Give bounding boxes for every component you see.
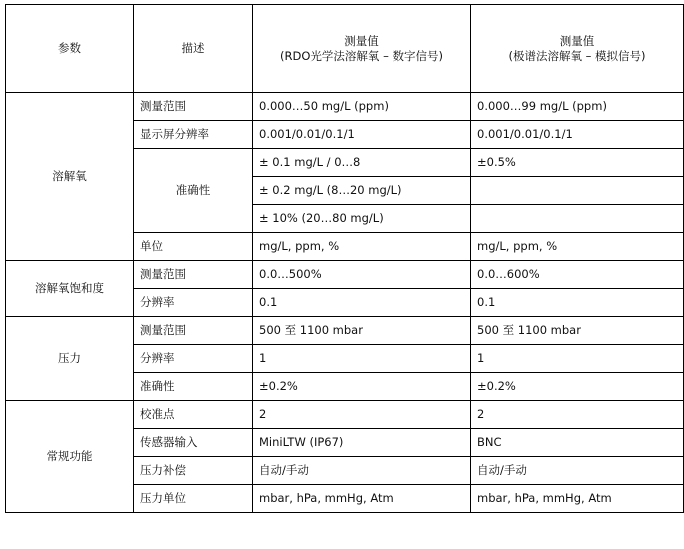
- value-polarographic: 0.001/0.01/0.1/1: [471, 121, 684, 149]
- header-pol-subtitle: (极谱法溶解氧 – 模拟信号): [508, 48, 646, 63]
- value-polarographic: 2: [471, 401, 684, 429]
- value-rdo: 0.000…50 mg/L (ppm): [253, 93, 471, 121]
- value-rdo: mbar, hPa, mmHg, Atm: [253, 485, 471, 513]
- value-polarographic: mbar, hPa, mmHg, Atm: [471, 485, 684, 513]
- value-polarographic: 自动/手动: [471, 457, 684, 485]
- value-polarographic: BNC: [471, 429, 684, 457]
- header-rdo-title: 测量值: [344, 33, 379, 48]
- group-general: 常规功能: [6, 401, 134, 513]
- header-desc: 描述: [134, 5, 253, 93]
- row-label: 压力补偿: [134, 457, 253, 485]
- table-row: [6, 401, 684, 429]
- value-rdo: 0.1: [253, 289, 471, 317]
- value-rdo: 自动/手动: [253, 457, 471, 485]
- value-polarographic: mg/L, ppm, %: [471, 233, 684, 261]
- row-label: 测量范围: [134, 93, 253, 121]
- value-rdo: 2: [253, 401, 471, 429]
- row-label: 准确性: [134, 373, 253, 401]
- value-rdo: 500 至 1100 mbar: [253, 317, 471, 345]
- header-pol-title: 测量值: [559, 33, 595, 48]
- group-pressure: 压力: [6, 317, 134, 401]
- value-polarographic: ±0.2%: [471, 373, 684, 401]
- spec-table: [5, 4, 684, 513]
- table-row: [6, 317, 684, 345]
- value-rdo: ±0.2%: [253, 373, 471, 401]
- value-polarographic: 0.1: [471, 289, 684, 317]
- value-rdo: 0.001/0.01/0.1/1: [253, 121, 471, 149]
- header-polarographic: [471, 5, 684, 93]
- header-param: 参数: [6, 5, 134, 93]
- row-label: 单位: [134, 233, 253, 261]
- value-rdo: ± 0.1 mg/L / 0…8: [253, 149, 471, 177]
- row-label: 测量范围: [134, 317, 253, 345]
- row-label: 压力单位: [134, 485, 253, 513]
- value-polarographic: [471, 177, 684, 205]
- value-rdo: ± 10% (20…80 mg/L): [253, 205, 471, 233]
- value-polarographic: 1: [471, 345, 684, 373]
- header-row: [6, 5, 684, 93]
- row-label: 显示屏分辨率: [134, 121, 253, 149]
- value-polarographic: [471, 205, 684, 233]
- row-label: 准确性: [134, 149, 253, 233]
- value-rdo: MiniLTW (IP67): [253, 429, 471, 457]
- group-saturation: 溶解氧饱和度: [6, 261, 134, 317]
- value-rdo: 0.0…500%: [253, 261, 471, 289]
- value-polarographic: 0.0…600%: [471, 261, 684, 289]
- value-rdo: 1: [253, 345, 471, 373]
- group-dissolved-oxygen: 溶解氧: [6, 93, 134, 261]
- row-label: 校准点: [134, 401, 253, 429]
- table-row: [6, 261, 684, 289]
- row-label: 测量范围: [134, 261, 253, 289]
- value-rdo: ± 0.2 mg/L (8…20 mg/L): [253, 177, 471, 205]
- row-label: 传感器输入: [134, 429, 253, 457]
- value-polarographic: ±0.5%: [471, 149, 684, 177]
- header-rdo: [253, 5, 471, 93]
- value-rdo: mg/L, ppm, %: [253, 233, 471, 261]
- table-row: [6, 93, 684, 121]
- header-rdo-subtitle: (RDO光学法溶解氧 – 数字信号): [280, 48, 443, 63]
- row-label: 分辨率: [134, 345, 253, 373]
- value-polarographic: 500 至 1100 mbar: [471, 317, 684, 345]
- row-label: 分辨率: [134, 289, 253, 317]
- value-polarographic: 0.000…99 mg/L (ppm): [471, 93, 684, 121]
